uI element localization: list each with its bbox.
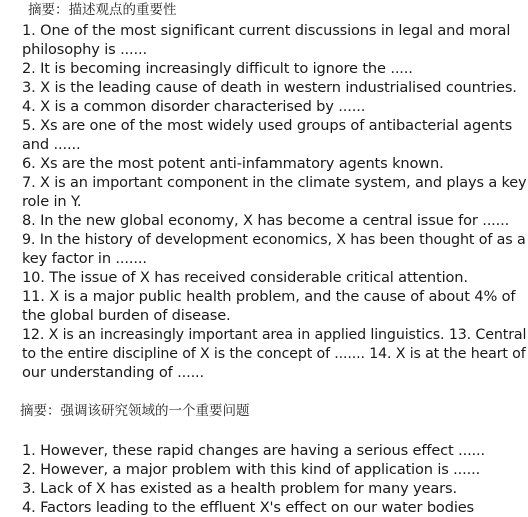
text-line: 12. X is an increasingly important area in applied linguistics. 13. Central <box>22 326 527 343</box>
text-line: 11. X is a major public health problem, and the cause of about 4% of <box>22 288 516 305</box>
text-line: 9. In the history of development economics, X has been thought of as a <box>22 231 526 248</box>
section-heading-importance: 摘要：描述观点的重要性 <box>28 2 177 18</box>
text-line: 2. However, a major problem with this kind of application is ...... <box>22 461 481 478</box>
text-line: role in Y. <box>22 193 82 210</box>
text-line: 10. The issue of X has received considerable critical attention. <box>22 269 468 286</box>
text-line: 5. Xs are one of the most widely used groups of antibacterial agents <box>22 117 513 134</box>
text-line: 2. It is becoming increasingly difficult to ignore the ..... <box>22 60 413 77</box>
text-line: 8. In the new global economy, X has become a central issue for ...... <box>22 212 510 229</box>
text-line: to the entire discipline of X is the concept of ....... 14. X is at the heart of <box>22 345 526 362</box>
text-line: 3. Lack of X has existed as a health problem for many years. <box>22 480 457 497</box>
section-heading-research-problem: 摘要：强调该研究领域的一个重要问题 <box>20 403 250 419</box>
text-line: 6. Xs are the most potent anti-infammatory agents known. <box>22 155 444 172</box>
text-line: 4. X is a common disorder characterised by ...... <box>22 98 366 115</box>
text-line: 3. X is the leading cause of death in western industrialised countries. <box>22 79 517 96</box>
text-line: 4. Factors leading to the effluent X's effect on our water bodies <box>22 499 475 516</box>
text-line: philosophy is ...... <box>22 41 148 58</box>
text-line: and ...... <box>22 136 81 153</box>
text-line: 1. One of the most significant current discussions in legal and moral <box>22 22 511 39</box>
text-line: 7. X is an important component in the climate system, and plays a key <box>22 174 527 191</box>
text-line: key factor in ....... <box>22 250 147 267</box>
text-line: our understanding of ...... <box>22 364 205 381</box>
text-line: the global burden of disease. <box>22 307 231 324</box>
text-line: 1. However, these rapid changes are having a serious effect ...... <box>22 442 486 459</box>
